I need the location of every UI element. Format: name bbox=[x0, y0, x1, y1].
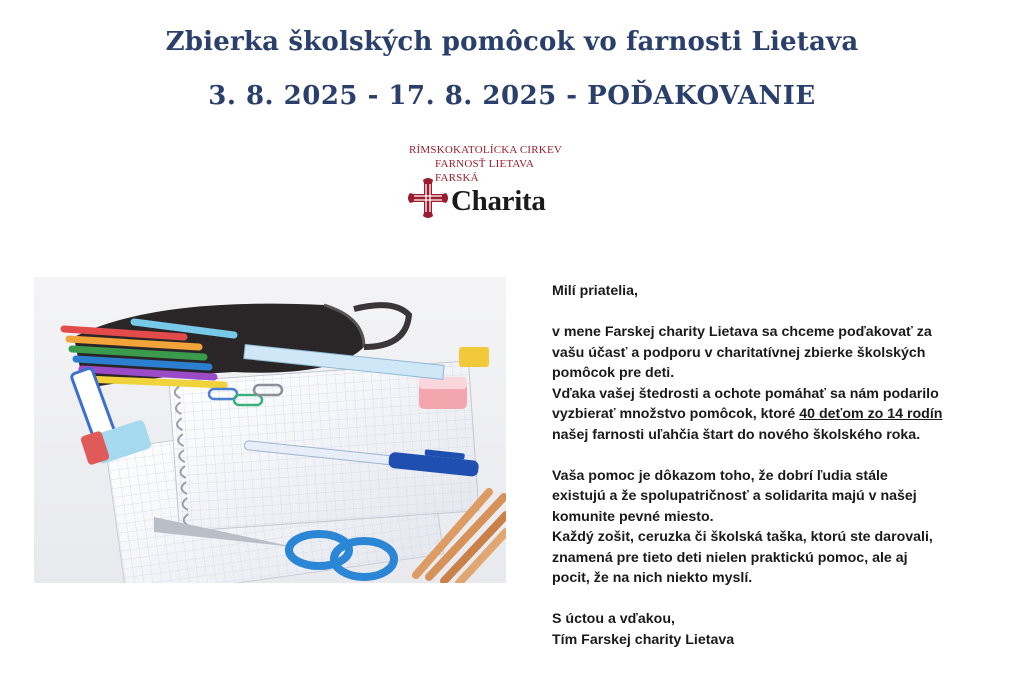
letter-closing: S úctou a vďakou, bbox=[552, 611, 675, 627]
glue-stick bbox=[459, 347, 489, 367]
letter-paragraph-2 bbox=[552, 384, 992, 446]
letter-paragraph-4: Každý zošit, ceruzka či školská taška, ktorú ste darovali, znamená pre tieto deti nielen praktickú pomoc, ale aj pocit, že na nich niekto myslí. bbox=[552, 529, 933, 586]
letter-paragraph-2-end: našej farnosti uľahčia štart do nového školského roka. bbox=[552, 426, 921, 443]
letter-greeting: Milí priatelia, bbox=[552, 283, 638, 299]
logo-charita-word: Charita bbox=[451, 185, 546, 217]
page-title: Zbierka školských pomôcok vo farnosti Lietava bbox=[165, 27, 859, 57]
letter-signature: Tím Farskej charity Lietava bbox=[552, 631, 735, 648]
charita-cross-icon bbox=[407, 177, 449, 219]
logo-line-farska: FARSKÁ bbox=[435, 172, 479, 184]
letter-paragraph-3: Vaša pomoc je dôkazom toho, že dobrí ľudia stále existujú a že spolupatričnosť a solidarita majú v našej komunite pevné miesto. bbox=[552, 467, 917, 525]
highlight-children-families: 40 deťom zo 14 rodín bbox=[799, 406, 943, 422]
logo-line-parish: FARNOSŤ LIETAVA bbox=[435, 158, 534, 170]
letter-paragraph-2-start: Vďaka vašej štedrosti a ochote pomáhať sa nám podarilo vyzbierať množstvo pomôcok, ktoré bbox=[552, 385, 939, 422]
charita-logo bbox=[405, 141, 565, 225]
letter-paragraph-1: v mene Farskej charity Lietava sa chceme poďakovať za vašu účasť a podporu v charitatívnej zbierke školských pomôcok pre deti. bbox=[552, 324, 932, 381]
school-supplies-photo bbox=[34, 277, 506, 583]
event-dates: 3. 8. 2025 - 17. 8. 2025 - POĎAKOVANIE bbox=[208, 81, 816, 111]
logo-line-church: RÍMSKOKATOLÍCKA CIRKEV bbox=[409, 144, 563, 156]
thank-you-letter bbox=[552, 281, 992, 650]
